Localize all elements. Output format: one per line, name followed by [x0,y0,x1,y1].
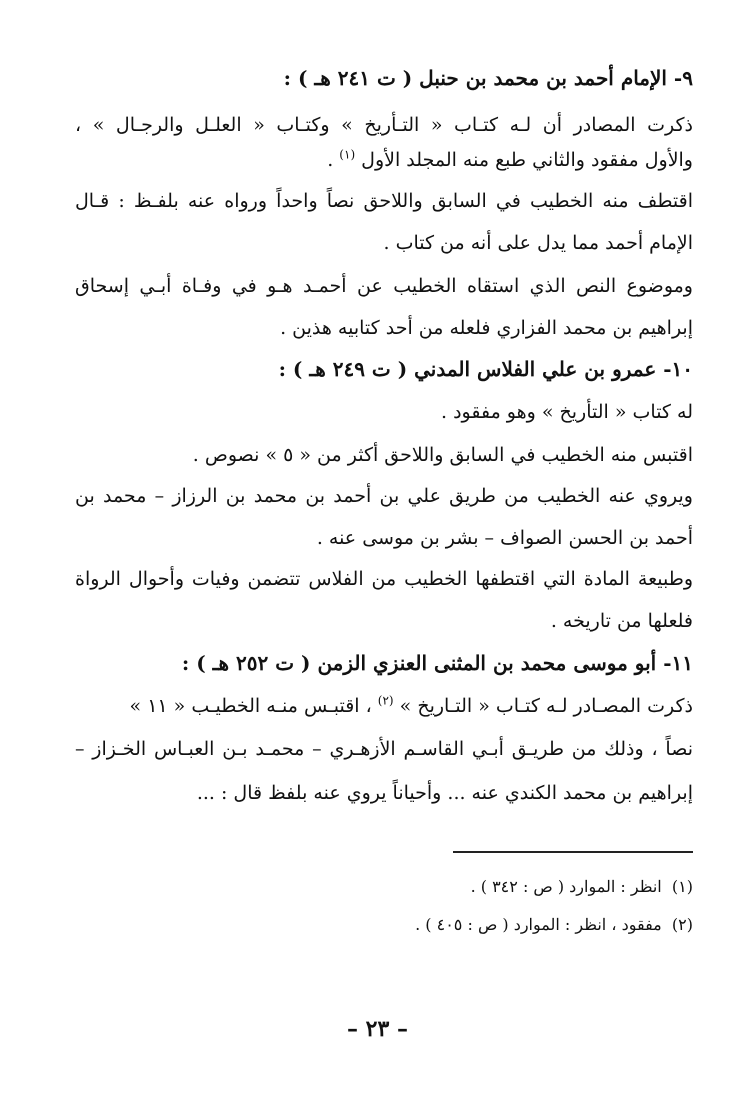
section-9-line-4: الإمام أحمد مما يدل على أنه من كتاب . [383,232,693,254]
footnote-1 [75,875,693,899]
section-9-line-5: وموضوع النص الذي استقاه الخطيب عن أحمـد هـو في وفـاة أبـي إسحاق [75,275,693,297]
section-10-heading: ١٠- عمرو بن علي الفلاس المدني ( ت ٢٤٩ هـ ) : [278,357,693,381]
section-9-heading: ٩- الإمام أحمد بن محمد بن حنبل ( ت ٢٤١ هـ ) : [283,66,693,90]
footnote-1-number: (١) [671,877,693,896]
section-11-line-1-text: ذكرت المصـادر لـه كتـاب « التـاريخ » [399,695,693,717]
footnote-1-text: انظر : الموارد ( ص : ٣٤٢ ) . [470,877,662,896]
footnote-2-text: مفقود ، انظر : الموارد ( ص : ٤٠٥ ) . [415,915,662,934]
section-9-line-6: إبراهيم بن محمد الفزاري فلعله من أحد كتابيه هذين . [280,317,693,339]
section-9-line-3: اقتطف منه الخطيب في السابق واللاحق نصاً واحداً ورواه عنه بلفـظ : قـال [75,190,693,212]
section-11-line-3: إبراهيم بن محمد الكندي عنه ... وأحياناً يروي عنه بلفظ قال : ... [196,782,693,804]
section-9-line-1: ذكرت المصادر أن لـه كتـاب « التـأريخ » وكتـاب « العلـل والرجـال » ، [75,114,693,136]
footnote-separator [453,851,693,853]
section-11-line-1-tail: ، اقتبـس منـه الخطيـب « ١١ » [129,695,378,717]
section-10-line-4: أحمد بن الحسن الصواف – بشر بن موسى عنه . [316,527,693,549]
section-10-line-2: اقتبس منه الخطيب في السابق واللاحق أكثر من « ٥ » نصوص . [192,444,693,466]
section-11-heading: ١١- أبو موسى محمد بن المثنى العنزي الزمن ( ت ٢٥٢ هـ ) : [181,651,693,675]
section-9-line-2-tail: . [327,149,340,171]
section-9-line-2 [75,145,693,175]
section-10-line-3: ويروي عنه الخطيب من طريق علي بن أحمد بن محمد بن الرزاز – محمد بن [75,485,693,507]
footnote-2-number: (٢) [671,915,693,934]
footnote-ref-1: (١) [339,147,356,162]
section-10-line-5: وطبيعة المادة التي اقتطفها الخطيب من الفلاس تتضمن وفيات وأحوال الرواة [75,568,693,590]
footnote-2 [75,913,693,937]
section-11-line-2: نصاً ، وذلك من طريـق أبـي القاسـم الأزهـري – محمـد بـن العبـاس الخـزاز – [75,738,693,760]
section-9-line-2-text: والأول مفقود والثاني طبع منه المجلد الأول [361,149,693,171]
footnote-ref-2: (٢) [377,693,394,708]
page-number: – ٢٣ – [347,1016,408,1042]
section-11-line-1 [75,691,693,721]
section-10-line-1: له كتاب « التأريخ » وهو مفقود . [440,401,693,423]
section-10-line-6: فلعلها من تاريخه . [550,610,693,632]
